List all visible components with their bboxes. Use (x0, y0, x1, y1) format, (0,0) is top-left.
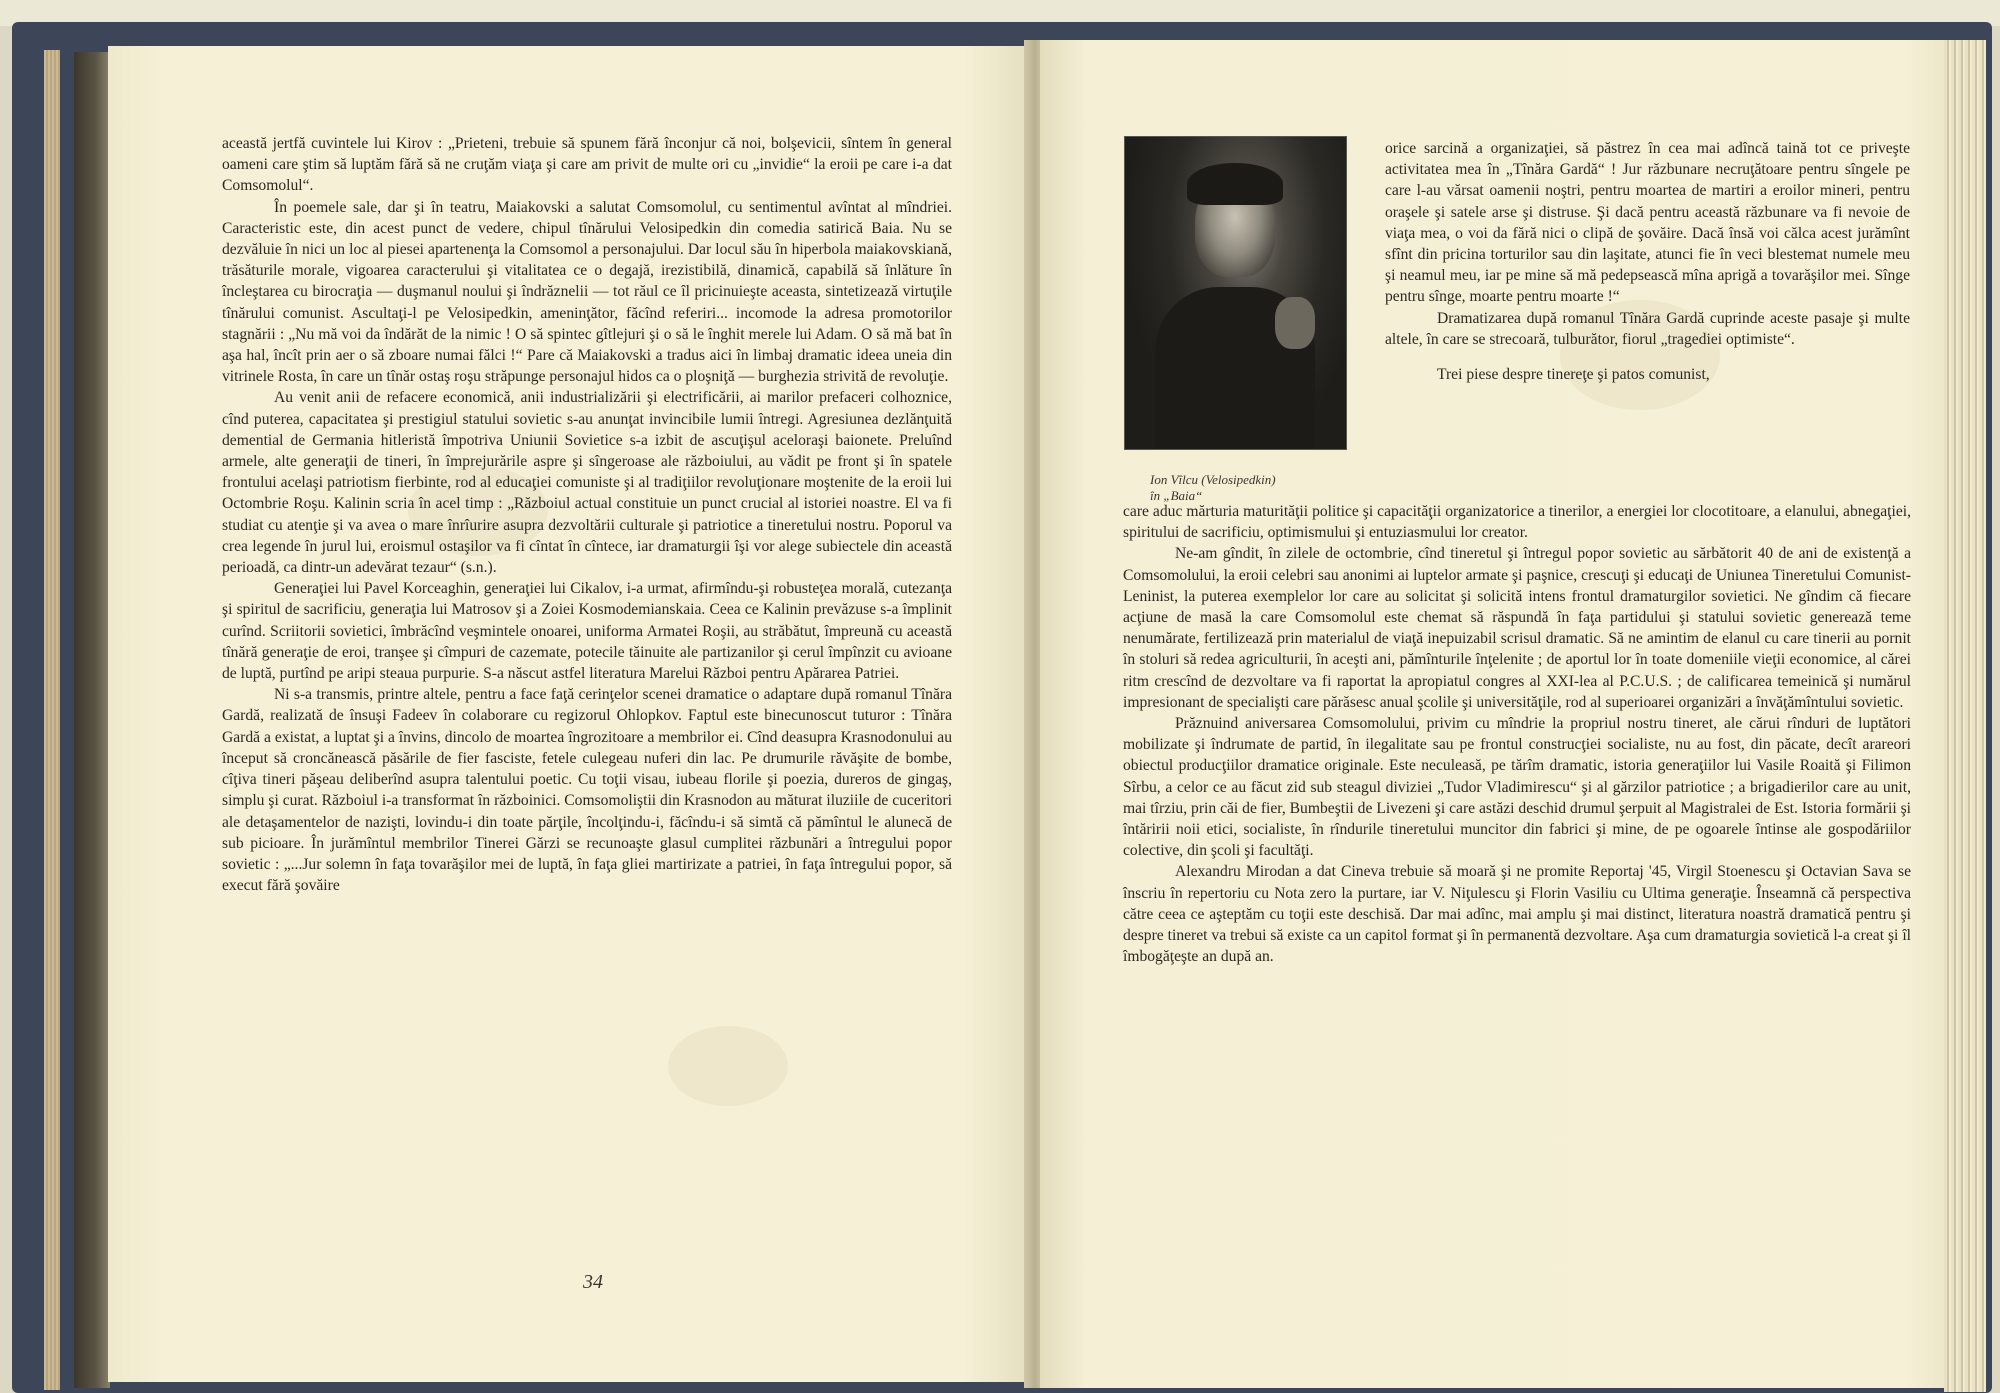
photo-caption-line: Ion Vîlcu (Velosipedkin) (1150, 472, 1276, 487)
paragraph: Alexandru Mirodan a dat Cineva trebuie să moară şi ne promite Reportaj '45, Virgil Stoenescu şi Octavian Sava se înscriu în repertoriu cu Nota zero la purtare, iar V. Niţulescu şi Florin Vasiliu cu Ultima generaţie. Înseamnă că perspectiva către ceea ce aşteptăm cu toţii este deschisă. Dar mai adînc, mai amplu şi mai distinct, literatura noastră dramatică pentru şi despre tineret va trebui să existe ca un capitol format şi în permanentă dezvoltare. Aşa cum dramaturgia sovietică l-a creat şi îl îmbogăţeşte an după an. (1123, 863, 1911, 966)
binding-shadow (74, 52, 110, 1388)
photo-caption (1150, 472, 1360, 504)
photo-caption-line: în „Baia“ (1150, 488, 1203, 503)
paragraph: această jertfă cuvintele lui Kirov : „Prieteni, trebuie să spunem fără înconjur că noi, bolşevicii, sîntem în general oameni care ştim să luptăm fără să ne cruţăm viaţa şi care am privit de multe ori cu „invidie“ la eroii pe care i-a dat Comsomolul“. (222, 135, 952, 195)
page-number: 34 (583, 1271, 603, 1293)
paragraph: Trei piese despre tinereţe şi patos comunist, (1437, 366, 1710, 384)
left-page-text (222, 133, 952, 896)
paragraph: orice sarcină a organizaţiei, să păstrez în cea mai adîncă taină tot ce priveşte activitatea mea în „Tînăra Gardă“ ! Jur răzbunare necruţătoare pentru sîngele pe care l-au vărsat oamenii noştri, pentru moartea de martiri a eroilor mineri, pentru oraşele şi satele arse şi distruse. Şi dacă pentru această răzbunare va fi nevoie de viaţa mea, o voi da fără nici o clipă de şovăire. Dacă însă voi călca acest jurămînt sfînt din pricina torturilor sau din laşitate, atunci fie în veci blestemat numele meu şi neamul meu, iar pe mine să mă pedepsească mîna aprigă a tovarăşilor mei. Sînge pentru sînge, moarte pentru moarte !“ (1385, 140, 1910, 306)
paragraph: Generaţiei lui Pavel Korceaghin, generaţiei lui Cikalov, i-a urmat, afirmîndu-şi robusteţea morală, cutezanţa şi spiritul de sacrificiu, generaţia lui Matrosov şi a Zoiei Kosmodemianskaia. Ceea ce Kalinin prevăzuse s-a împlinit curînd. Scriitorii sovietici, îmbrăcînd veşmintele onoarei, uniforma Armatei Roşii, au străbătut, împreună cu această tînără generaţie de eroi, tranşee şi cîmpuri de cazemate, potecile tăinuite ale partizanilor şi cerul împînzit cu avioane de luptă, purtînd pe aripi steaua purpurie. S-a născut astfel literatura Marelui Război pentru Apărarea Patriei. (222, 580, 952, 683)
actor-photo (1124, 136, 1347, 450)
paper-stain (668, 1026, 788, 1106)
paragraph: În poemele sale, dar şi în teatru, Maiakovski a salutat Comsomolul, cu sentimentul avîntat al mîndriei. Caracteristic este, din acest punct de vedere, chipul tînărului Velosipedkin din comedia satirică Baia. Nu se dezvăluie în nici un loc al piesei apartenenţa la Comsomol a personajului. Dar locul său în hiperbola maiakovskiană, trăsăturile morale, vigoarea caracterului şi vitalitatea ce o degajă, irezistibilă, dinamică, capabilă să înlăture în încleştarea cu birocraţia — duşmanul noului şi îndrăznelii — tot răul ce îl pricinuieşte aceasta, sintetizează virtuţile tînărului comunist. Ascultaţi-l pe Velosipedkin, ameninţător, făcînd referiri... incomode la adresa promotorilor stagnării : „Nu mă voi da îndărăt de la nimic ! O să spintec gîtlejuri şi o să le înghit merele lui Adam. O să mă bat în aşa hal, încît prin aer o să zboare numai fălci !“ Pare că Maiakovski a tradus aici în limbaj dramatic ideea uneia din vitrinele Rosta, în care un tînăr ostaş roşu străpunge personajul hidos ca o ploşniţă — burghezia strivită de revoluţie. (222, 198, 952, 386)
paragraph: Ne-am gîndit, în zilele de octombrie, cînd tineretul şi întregul popor sovietic au sărbătorit 40 de ani de existenţă a Comsomolului, la eroii celebri sau anonimi ai luptelor armate şi paşnice, crescuţi şi educaţi de Uniunea Tineretului Comunist-Leninist, la puterea exemplelor lor care au solicitat şi solicită intens frontul dramaturgilor sovietici. Ne gîndim că fiecare acţiune de masă la care Comsomolul este chemat să răspundă în faţa partidului şi statului sovietic generează teme nenumărate, fertilizează prin materialul de viaţă inepuizabil scrisul dramatic. Să ne amintim de elanul cu care tinerii au pornit în stoluri să redea agriculturii, în aceşti ani, pămînturile înţelenite ; de aportul lor în toate domeniile vieţii economice, al cărei ritm crescînd de dezvoltare va fi raportat la apropiatul congres al XXI-lea al P.C.U.S. ; de calificarea temeinică şi numărul impresionant de specialişti care părăsesc anual şcolile şi universităţile, rod al superioarei organizări a învăţămîntului sovietic. (1123, 545, 1911, 711)
page-edges-right (1944, 40, 1986, 1392)
paragraph: care aduc mărturia maturităţii politice şi capacităţii organizatorice a tinerilor, a energiei lor clocotitoare, a elanului, abnegaţiei, spiritului de sacrificiu, optimismului şi entuziasmului lor creator. (1123, 503, 1911, 542)
paragraph: Prăznuind aniversarea Comsomolului, privim cu mîndrie la propriul nostru tineret, ale cărui rînduri de luptători mobilizate şi îndrumate de partid, în ilegalitate sau pe frontul construcţiei socialiste, nu au fost, din păcate, decît arareori obiectul producţiilor dramatice originale. Este neculeasă, pe tărîm dramatic, istoria generaţiilor lui Vasile Roaită şi Filimon Sîrbu, a celor ce au făcut zid sub steagul diviziei „Tudor Vladimirescu“ şi al gărzilor patriotice ; a brigadierilor care au unit, mai tîrziu, prin căi de fier, Bumbeştii de Livezeni şi care astăzi deschid drumul şerpuit al Magistralei de Est. Istoria formării şi întăririi noii etici, socialiste, în rîndurile tineretului muncitor din fabrici şi mine, de pe ogoarele întinse ale gospodăriilor colective, din şcoli şi facultăţi. (1123, 715, 1911, 860)
right-page-text-beside-photo (1385, 138, 1910, 385)
paragraph: Au venit anii de refacere economică, anii industrializării şi electrificării, ai marilor prefaceri colhoznice, cînd puterea, capacitatea şi prestigiul statului sovietic s-au anunţat invincibile lumii întregi. Agresiunea dezlănţuită demential de Germania hitleristă împotriva Uniunii Sovietice s-a izbit de ascuţişul aceloraşi baionete. Preluînd armele, alte generaţii de tineri, în împrejurările aspre şi sîngeroase ale războiului, au vădit pe front şi în spatele frontului acelaşi patriotism fierbinte, rod al educaţiei comuniste şi al tradiţiilor revoluţionare moştenite de la eroii lui Octombrie Roşu. Kalinin scria în acel timp : „Războiul actual constituie un punct crucial al istoriei noastre. El va fi studiat cu atenţie şi va avea o mare înrîurire asupra dezvoltării culturale şi patriotice a tineretului nostru. Poporul va crea legende în jurul lui, eroismul ostaşilor va fi cîntat în cîntece, iar dramaturgii îşi vor alege subiectele din această perioadă, ca dintr-un adevărat tezaur“ (s.n.). (222, 389, 952, 577)
photo-figure-hand (1275, 297, 1315, 349)
right-page-text (1123, 501, 1911, 967)
page-edges-left (44, 50, 60, 1390)
paragraph: Dramatizarea după romanul Tînăra Gardă cuprinde aceste pasaje şi multe altele, în care se strecoară, tulburător, fiorul „tragediei optimiste“. (1385, 309, 1910, 348)
paragraph: Ni s-a transmis, printre altele, pentru a face faţă cerinţelor scenei dramatice o adaptare după romanul Tînăra Gardă, realizată de însuşi Fadeev în colaborare cu regizorul Ohlopkov. Faptul este binecunoscut tuturor : Tînăra Gardă a existat, a luptat şi a învins, dincolo de moartea îngrozitoare a membrilor ei. Cînd deasupra Krasnodonului au început să croncănească păsările de fier fasciste, fetele culegeau nuferi din lac. Pe drumurile răvăşite de bombe, cîţiva tineri păşeau deliberînd asupra talentului poetic. Cu toţii visau, iubeau florile şi poezia, dureros de gingaş, simplu şi curat. Războiul i-a transformat în războinici. Comsomoliştii din Krasnodon au măturat iluziile de cuceritori ale detaşamentelor de nazişti, lovindu-i din toate părţile, încolţindu-i, făcîndu-i să simtă că pămîntul le alunecă de sub picioare. În jurămîntul membrilor Tinerei Gărzi se recunoaşte glasul cumplitei răzbunări a întregului popor sovietic : „...Jur solemn în faţa tovarăşilor mei de luptă, în faţa gliei martirizate a patriei, în faţa întregului popor, să execut fără şovăire (222, 686, 952, 895)
photo-figure-hair (1187, 163, 1283, 205)
